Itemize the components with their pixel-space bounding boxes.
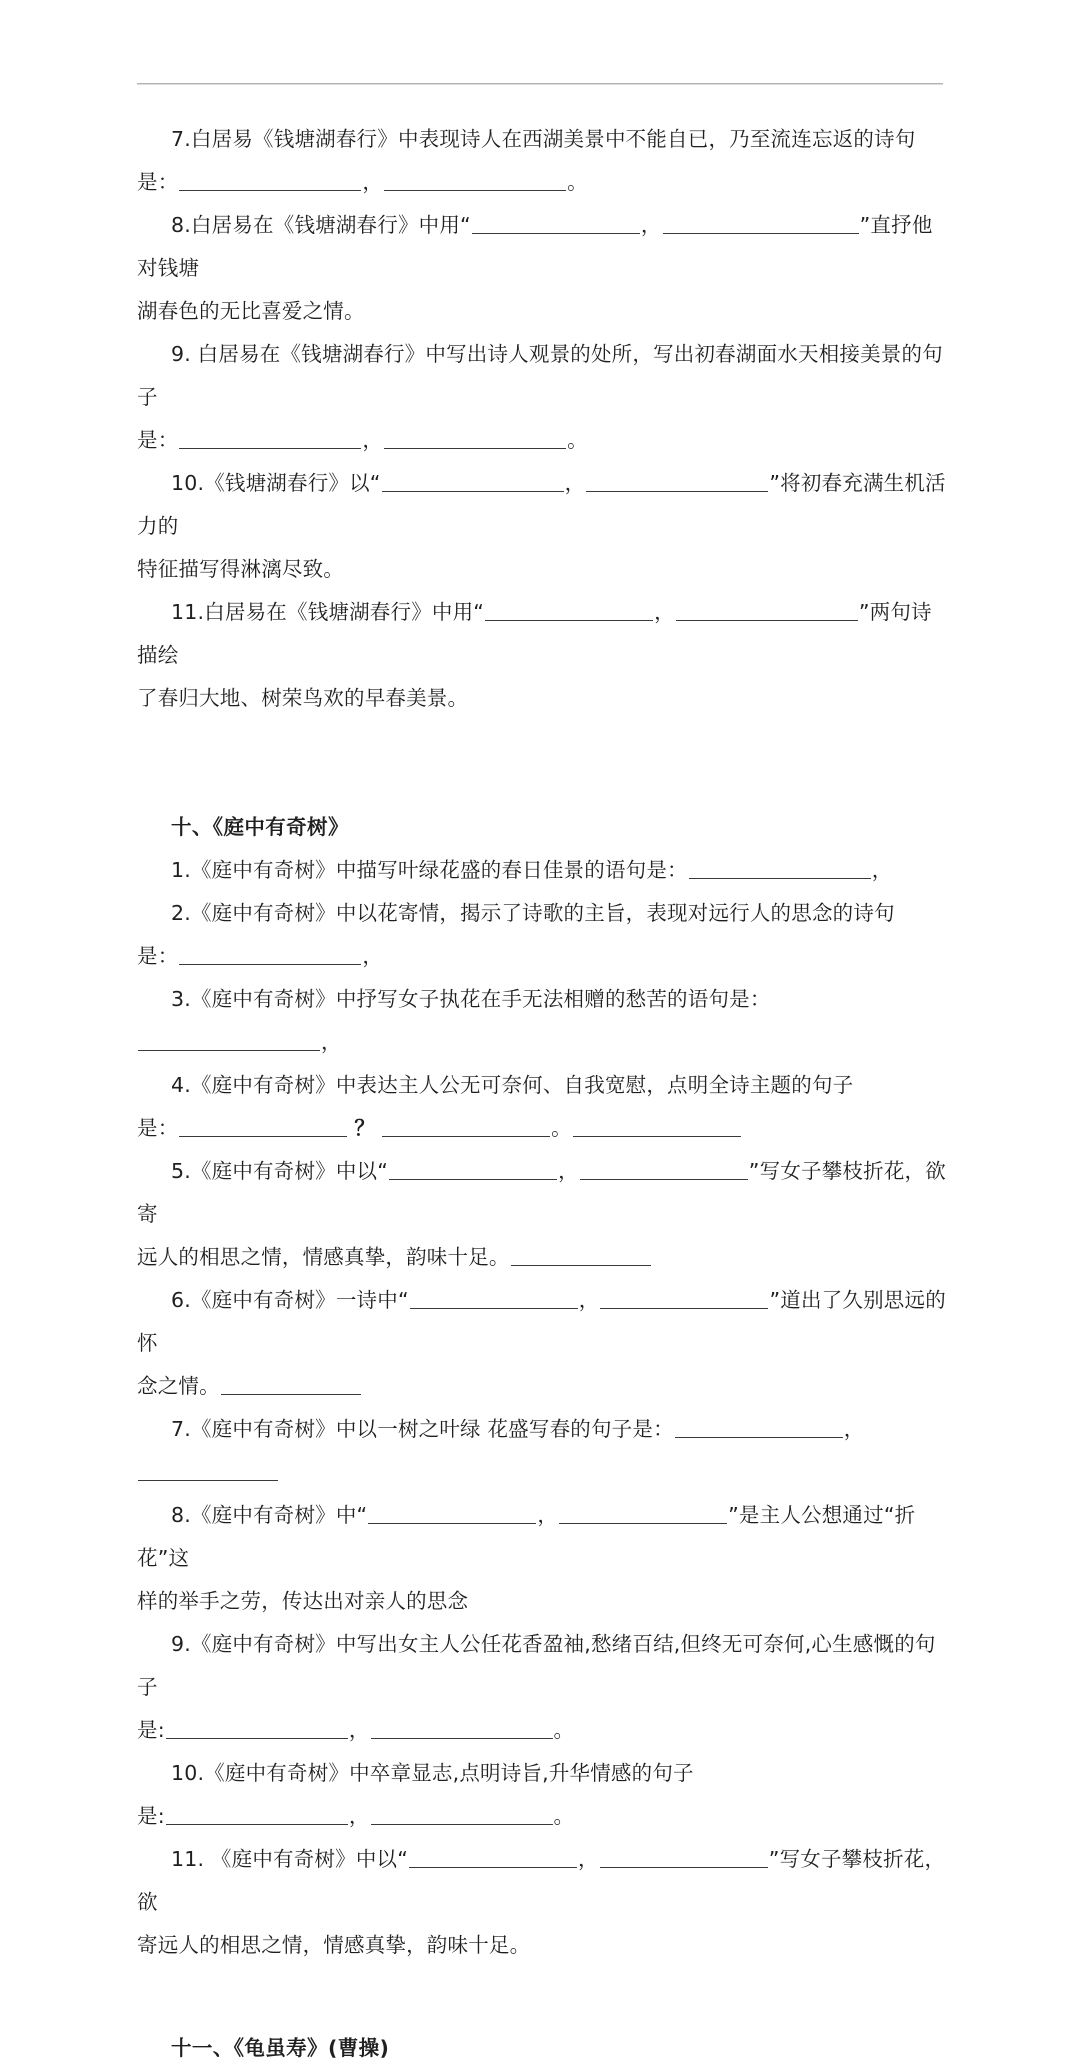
answer-blank[interactable] [384,169,566,191]
question-t11-line1 [137,1838,949,1924]
answer-blank[interactable] [689,857,871,879]
question-q10-line1 [137,462,949,548]
answer-separator: ， [640,213,662,237]
question-q7-answer-line [137,161,949,204]
question-t10-answer-line [137,1795,949,1838]
question-text-suffix: ”两句诗描绘 [137,600,932,667]
section-spacer [137,720,949,806]
answer-separator: ， [362,944,384,968]
question-q8-line2: 湖春色的无比喜爱之情。 [137,299,365,323]
question-text: 1.《庭中有奇树》中描写叶绿花盛的春日佳景的语句是： [171,858,688,882]
question-text-prefix: 10.《钱塘湖春行》以“ [171,471,381,495]
answer-separator: ， [654,600,675,624]
question-text-suffix: ”写女子攀枝折花，欲寄 [137,1159,946,1226]
question-text: 念之情。 [137,1374,220,1398]
answer-blank[interactable] [138,1029,320,1051]
question-text-prefix: 11.白居易在《钱塘湖春行》中用“ [171,600,485,624]
answer-prefix: 是： [137,1116,179,1140]
answer-blank[interactable] [371,1803,553,1825]
answer-blank[interactable] [485,599,653,621]
answer-blank[interactable] [676,599,858,621]
answer-terminator: 。 [551,1116,572,1140]
question-t6-line2 [137,1365,949,1408]
answer-blank[interactable] [384,427,566,449]
header-divider-rule [137,83,943,85]
question-text-prefix: 5.《庭中有奇树》中以“ [171,1159,389,1183]
question-text-suffix: ”道出了久别思远的怀 [137,1288,946,1355]
question-q9-answer-line [137,419,949,462]
answer-blank[interactable] [368,1502,536,1524]
answer-blank[interactable] [409,1846,577,1868]
answer-separator: ， [362,170,384,194]
answer-blank[interactable] [663,212,859,234]
answer-separator: ， [578,1288,600,1312]
question-t5-line2 [137,1236,949,1279]
answer-blank[interactable] [600,1287,768,1309]
answer-blank[interactable] [410,1287,578,1309]
answer-separator: ， [348,1718,370,1742]
question-q7-line1: 7.白居易《钱塘湖春行》中表现诗人在西湖美景中不能自已，乃至流连忘返的诗句 [171,127,916,151]
question-text-suffix: ”是主人公想通过“折花”这 [137,1503,916,1570]
question-text-suffix: ”直抒他对钱塘 [137,213,933,280]
question-t4-line1: 4.《庭中有奇树》中表达主人公无可奈何、自我宽慰，点明全诗主题的句子 [171,1073,854,1097]
answer-blank[interactable] [221,1373,361,1395]
answer-separator: ， [537,1503,559,1527]
question-text: 远人的相思之情，情感真挚，韵味十足。 [137,1245,510,1269]
answer-prefix: 是： [137,170,179,194]
question-text-prefix: 11. 《庭中有奇树》中以“ [171,1847,409,1871]
question-q11-line1 [137,591,949,677]
question-q11-line2: 了春归大地、树荣鸟欢的早春美景。 [137,686,469,710]
answer-prefix: 是: [137,1718,165,1742]
answer-prefix: 是： [137,428,179,452]
answer-terminator: 。 [567,428,588,452]
question-t5-line1 [137,1150,949,1236]
answer-blank[interactable] [559,1502,727,1524]
answer-blank[interactable] [179,169,361,191]
question-text-suffix: ”将初春充满生机活力的 [137,471,946,538]
answer-separator: ， [321,1030,342,1054]
question-text-suffix: ”写女子攀枝折花，欲 [137,1847,946,1914]
answer-terminator: 。 [553,1804,575,1828]
question-t10-line1: 10.《庭中有奇树》中卒章显志,点明诗旨,升华情感的句子 [171,1761,694,1785]
answer-blank[interactable] [382,1115,550,1137]
question-t9-line1: 9.《庭中有奇树》中写出女主人公任花香盈袖,愁绪百结,但终无可奈何,心生感慨的句子 [137,1632,936,1699]
question-q10-line2: 特征描写得淋漓尽致。 [137,557,344,581]
answer-blank[interactable] [166,1717,348,1739]
question-t9-answer-line [137,1709,949,1752]
question-text-prefix: 6.《庭中有奇树》一诗中“ [171,1288,409,1312]
answer-blank[interactable] [179,943,361,965]
answer-separator: ， [348,1804,370,1828]
answer-blank[interactable] [675,1416,843,1438]
question-t6-line1 [137,1279,949,1365]
question-text-prefix: 8.白居易在《钱塘湖春行》中用“ [171,213,471,237]
answer-blank[interactable] [389,1158,557,1180]
section-spacer [137,1967,949,2027]
answer-blank[interactable] [511,1244,651,1266]
question-mark: ？ [354,1116,376,1140]
answer-separator: ， [558,1159,579,1183]
question-t8-line2: 样的举手之劳，传达出对亲人的思念 [137,1589,469,1613]
answer-separator: ， [578,1847,599,1871]
answer-blank[interactable] [371,1717,553,1739]
question-text: 3.《庭中有奇树》中抒写女子执花在手无法相赠的愁苦的语句是： [171,987,771,1011]
answer-blank[interactable] [580,1158,748,1180]
answer-blank[interactable] [600,1846,768,1868]
answer-separator: ， [564,471,586,495]
section-heading-tingzhong: 十、《庭中有奇树》 [171,815,349,839]
question-q9-line1: 9. 白居易在《钱塘湖春行》中写出诗人观景的处所，写出初春湖面水天相接美景的句子 [137,342,943,409]
question-t2-answer-line [137,935,949,978]
answer-terminator: 。 [553,1718,575,1742]
answer-separator: ， [871,858,893,882]
answer-terminator: 。 [567,170,588,194]
question-t3 [137,978,949,1064]
answer-blank[interactable] [179,427,361,449]
answer-blank[interactable] [472,212,640,234]
question-text-prefix: 8.《庭中有奇树》中“ [171,1503,368,1527]
answer-prefix: 是: [137,1804,165,1828]
answer-separator: ， [362,428,384,452]
answer-blank[interactable] [586,470,768,492]
question-t11-line2: 寄远人的相思之情，情感真挚，韵味十足。 [137,1933,531,1957]
answer-separator: ， [843,1417,865,1441]
answer-prefix: 是： [137,944,179,968]
question-t8-line1 [137,1494,949,1580]
question-t4-answer-line [137,1107,949,1150]
answer-blank[interactable] [179,1115,347,1137]
document-body [137,118,949,2070]
question-t2-line1: 2.《庭中有奇树》中以花寄情，揭示了诗歌的主旨，表现对远行人的思念的诗句 [171,901,895,925]
answer-blank[interactable] [166,1803,348,1825]
question-q8-line1 [137,204,949,290]
question-text: 7.《庭中有奇树》中以一树之叶绿 花盛写春的句子是： [171,1417,674,1441]
answer-blank[interactable] [138,1459,278,1481]
question-t1 [137,849,949,892]
question-t7 [137,1408,949,1494]
answer-blank[interactable] [382,470,564,492]
answer-blank[interactable] [573,1115,741,1137]
section-heading-guisuishou: 十一、《龟虽寿》(曹操) [171,2036,390,2060]
